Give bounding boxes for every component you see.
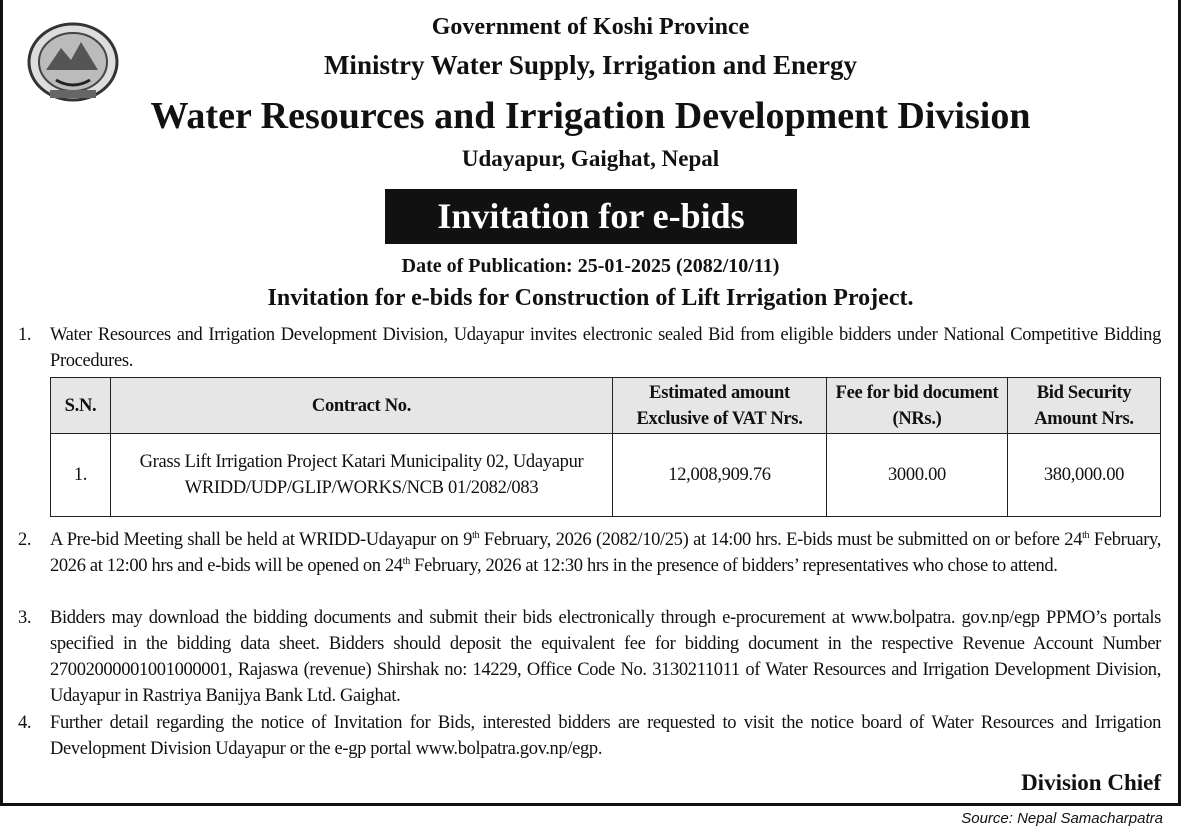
source-credit: Source: Nepal Samacharpatra	[961, 810, 1163, 827]
contract-table	[50, 377, 1161, 517]
paragraph-text: February, 2026 at 12:30 hrs in the presence of bidders’ representatives who chose to attend.	[409, 556, 1058, 576]
table-header-row	[51, 378, 1161, 434]
division-heading: Water Resources and Irrigation Development Division	[150, 95, 1031, 137]
paragraph-1	[18, 322, 1161, 374]
header-sn: S.N.	[51, 378, 111, 434]
item-number: 4.	[18, 713, 32, 733]
cell-sn: 1.	[51, 434, 111, 517]
title-banner: Invitation for e-bids	[385, 189, 797, 244]
paragraph-text: Bidders may download the bidding documents and submit their bids electronically through e-procurement at www.bolpatra. gov.np/egp PPMO’s portals specified in the bidding data sheet. Bidders should deposit the equivalent fee for bidding document in the respective Revenue Account Number 27002000001001000001, Rajaswa (revenue) Shirshak no: 14229, Office Code No. 3130211011 of Water Resources and Irrigation Development Division, Udayapur in Rastriya Banijya Bank Ltd. Gaighat.	[50, 608, 1161, 706]
paragraph-text: Further detail regarding the notice of Invitation for Bids, interested bidders are requested to visit the notice board of Water Resources and Irrigation Development Division Udayapur or the e-gp portal www.bolpatra.gov.np/egp.	[50, 713, 1161, 759]
cell-estimated: 12,008,909.76	[613, 434, 827, 517]
paragraph-text: Water Resources and Irrigation Development Division, Udayapur invites electronic sealed Bid from eligible bidders under National Competitive Bidding Procedures.	[50, 325, 1161, 371]
cell-security: 380,000.00	[1008, 434, 1161, 517]
paragraph-text: February, 2026 at 12:00 hrs and e-bids will be opened on 24	[50, 530, 1161, 576]
table-row	[51, 434, 1161, 517]
ordinal-suffix: th	[402, 555, 410, 567]
paragraph-3	[18, 605, 1161, 709]
header-estimated: Estimated amount Exclusive of VAT Nrs.	[613, 378, 827, 434]
location-heading: Udayapur, Gaighat, Nepal	[461, 146, 720, 171]
cell-fee: 3000.00	[827, 434, 1008, 517]
signature-title: Division Chief	[1021, 770, 1161, 795]
header-fee: Fee for bid document (NRs.)	[827, 378, 1008, 434]
ordinal-suffix: th	[472, 529, 480, 541]
cell-contract: Grass Lift Irrigation Project Katari Municipality 02, Udayapur WRIDD/UDP/GLIP/WORKS/NCB 01/2082/083	[111, 434, 613, 517]
item-number: 1.	[18, 325, 32, 345]
notice-subtitle: Invitation for e-bids for Construction of Lift Irrigation Project.	[267, 285, 914, 311]
item-number: 3.	[18, 608, 32, 628]
paragraph-text: A Pre-bid Meeting shall be held at WRIDD-Udayapur on 9	[50, 530, 473, 550]
paragraph-2	[18, 527, 1161, 579]
header-contract: Contract No.	[111, 378, 613, 434]
publication-date: Date of Publication: 25-01-2025 (2082/10/11)	[401, 255, 780, 277]
government-heading: Government of Koshi Province	[431, 14, 750, 40]
item-number: 2.	[18, 530, 32, 550]
ministry-heading: Ministry Water Supply, Irrigation and Energy	[323, 50, 858, 80]
header-security: Bid Security Amount Nrs.	[1008, 378, 1161, 434]
paragraph-4	[18, 710, 1161, 762]
paragraph-text: February, 2026 (2082/10/25) at 14:00 hrs. E-bids must be submitted on or before 24	[479, 530, 1083, 550]
ordinal-suffix: th	[1082, 529, 1090, 541]
